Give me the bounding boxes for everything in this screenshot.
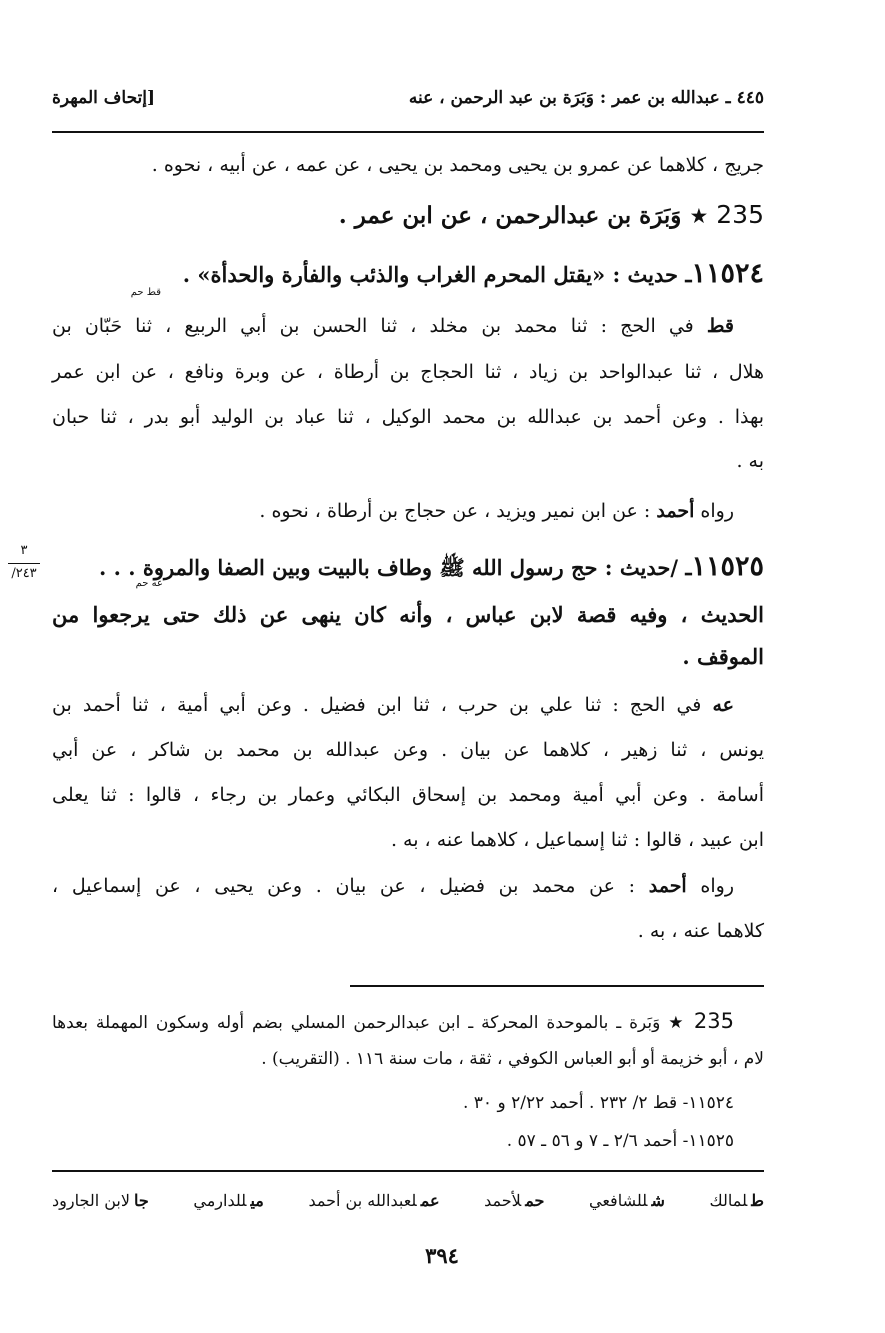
- entry-number: 235: [716, 200, 764, 229]
- riwaya-source: أحمد: [656, 500, 695, 522]
- header-chapter-title: ٤٤٥ ـ عبدالله بن عمر : وَبَرَة بن عبد الرحمن ، عنه: [408, 88, 764, 108]
- abbrev-key: حم: [525, 1190, 545, 1210]
- hadith-heading-line: الحديث ، وفيه قصة لابن عباس ، وأنه كان ينهى عن ذلك حتى يرجعوا من: [52, 602, 764, 627]
- margin-note-divider: [8, 563, 40, 564]
- riwaya-prefix: رواه: [700, 500, 734, 522]
- abbrev-key: مي: [250, 1190, 264, 1210]
- continuation-line: جريج ، كلاهما عن عمرو بن يحيى ومحمد بن يحيى ، عن عمه ، عن أبيه ، نحوه .: [151, 154, 764, 176]
- paragraph-line: [52, 307, 764, 345]
- paragraph-text: في الحج : ثنا محمد بن مخلد ، ثنا الحسن بن أبي الربيع ، ثنا حَبّان بن: [52, 315, 694, 337]
- source-sigla: عه حم: [135, 578, 163, 589]
- star-icon: ★: [689, 204, 709, 228]
- margin-note-top: ٣: [20, 543, 28, 558]
- abbrev-value: لأحمد: [484, 1190, 522, 1210]
- paragraph-line: هلال ، ثنا عبدالواحد بن زياد ، ثنا الحجاج بن أرطاة ، عن وبرة ونافع ، عن ابن عمر: [52, 361, 764, 383]
- footnote-235-line2: لام ، أبو خزيمة أو أبو العباس الكوفي ، ثقة ، مات سنة ١١٦ . (التقريب) .: [261, 1049, 764, 1069]
- footnote-number: 235: [693, 1009, 735, 1033]
- footnote-11525: ١١٥٢٥- أحمد ٢/٦ ـ ٧ و ٥٦ ـ ٥٧ .: [506, 1131, 734, 1151]
- riwaya-source: أحمد: [648, 875, 687, 897]
- paragraph-line: به .: [736, 450, 764, 472]
- abbrev-item: [308, 1191, 439, 1210]
- abbrev-value: لمالك: [709, 1190, 748, 1210]
- narrator-entry-235: [52, 195, 764, 236]
- source-abbrev: قط: [706, 315, 734, 337]
- header-rule: [52, 131, 764, 133]
- paragraph-text: في الحج : ثنا علي بن حرب ، ثنا ابن فضيل . وعن أبي أمية ، ثنا أحمد بن: [52, 694, 702, 716]
- footnote-text: وَبَرة ـ بالموحدة المحركة ـ ابن عبدالرحمن المسلي بضم أوله وسكون المهملة بعدها: [52, 1013, 661, 1033]
- abbrev-key: ش: [651, 1190, 665, 1210]
- paragraph-line: [52, 686, 764, 724]
- hadith-heading-line: الموقف .: [682, 644, 764, 669]
- abbrev-value: للدارمي: [193, 1190, 247, 1210]
- abbreviation-key: [52, 1185, 764, 1215]
- footnote-235: [52, 1003, 764, 1041]
- hadith-number: ١١٥٢٤: [691, 258, 764, 289]
- entry-title: وَبَرَة بن عبدالرحمن ، عن ابن عمر .: [338, 202, 682, 229]
- paragraph-line: يونس ، ثنا زهير ، كلاهما عن بيان . وعن عبدالله بن محمد بن شاكر ، عن أبي: [52, 739, 764, 761]
- abbrev-key: ط: [751, 1190, 764, 1210]
- page-number: ٣٩٤: [425, 1243, 459, 1268]
- riwaya-prefix: رواه: [700, 875, 735, 897]
- footnote-rule: [350, 985, 764, 987]
- star-icon: ★: [668, 1013, 687, 1033]
- abbrev-key: عم: [420, 1190, 440, 1210]
- abbrev-item: [589, 1191, 665, 1210]
- running-header: [52, 82, 764, 114]
- source-abbrev: عه: [712, 694, 734, 716]
- riwaya-line: [52, 867, 764, 905]
- paragraph-line: أسامة . وعن أبي أمية ومحمد بن إسحاق البكائي وعمار بن رجاء ، قالوا : ثنا يعلى: [52, 784, 764, 806]
- abbrev-item: [193, 1191, 263, 1210]
- riwaya-text: : عن ابن نمير ويزيد ، عن حجاج بن أرطاة ، نحوه .: [259, 500, 651, 522]
- footnote-11524: ١١٥٢٤- قط ٢/ ٢٣٢ . أحمد ٢/٢٢ و ٣٠ .: [462, 1093, 734, 1113]
- source-sigla: قط حم: [130, 287, 161, 298]
- hadith-heading-text: ـ حديث : «يقتل المحرم الغراب والذئب والفأرة والحدأة» .: [182, 262, 692, 287]
- abbrev-item: [52, 1191, 149, 1210]
- hadith-heading-text: ـ /حديث : حج رسول الله ﷺ وطاف بالبيت وبين الصفا والمروة . . .: [98, 555, 692, 580]
- margin-note-bottom: /٢٤٣: [11, 566, 37, 581]
- riwaya-line: [52, 492, 764, 530]
- abbrev-item: [484, 1191, 544, 1210]
- hadith-number: ١١٥٢٥: [691, 551, 764, 582]
- abbrev-value: لابن الجارود: [52, 1190, 130, 1210]
- riwaya-text: : عن محمد بن فضيل ، عن بيان . وعن يحيى ، عن إسماعيل ،: [52, 875, 636, 897]
- margin-note: [0, 543, 48, 582]
- header-book-title: [إتحاف المهرة: [52, 88, 156, 108]
- abbrev-key: جا: [133, 1190, 149, 1210]
- abbrev-value: للشافعي: [589, 1190, 648, 1210]
- paragraph-line: بهذا . وعن أحمد بن عبدالله بن محمد الوكيل ، ثنا عباد بن الوليد أبو بدر ، ثنا حبان: [52, 406, 764, 428]
- paragraph-line: كلاهما عنه ، به .: [637, 920, 764, 942]
- abbreviations-rule: [52, 1170, 764, 1172]
- abbrev-value: لعبدالله بن أحمد: [308, 1190, 417, 1210]
- abbrev-item: [709, 1191, 764, 1210]
- paragraph-line: ابن عبيد ، قالوا : ثنا إسماعيل ، كلاهما عنه ، به .: [390, 829, 764, 851]
